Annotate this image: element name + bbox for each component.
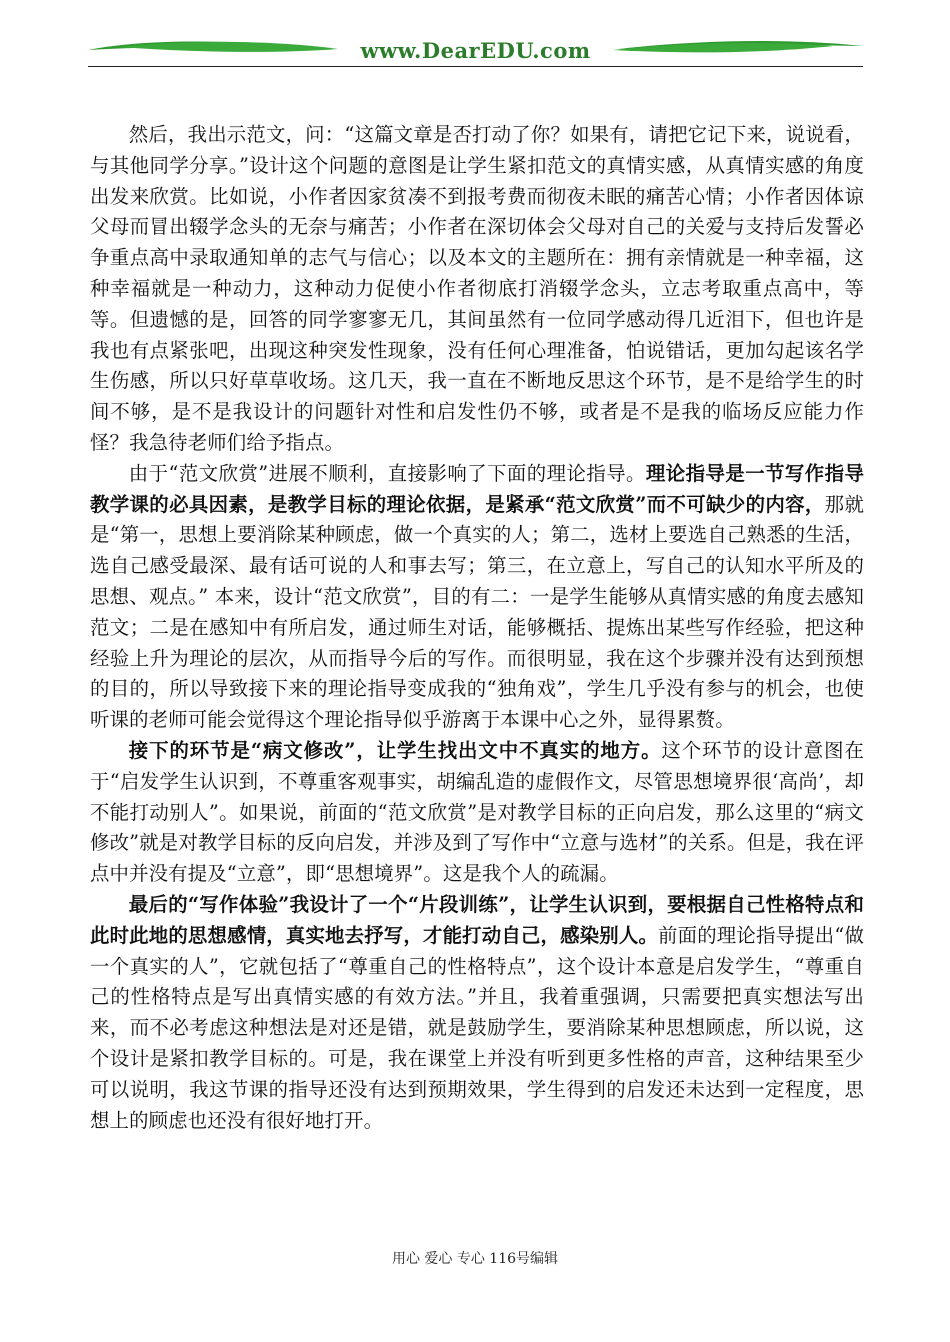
paragraph-emphasis: 最后的“写作体验”我设计了一个“片段训练”，让学生认识到，要根据自己性格特点和此时此地的思想感情，真实地去抒写，才能打动自己，感染别人。 — [90, 892, 864, 947]
paragraph — [90, 459, 864, 736]
paragraph-text: 前面的理论指导提出“做一个真实的人”，它就包括了“尊重自己的性格特点”，这个设计本意是启发学生，“尊重自己的性格特点是写出真情实感的有效方法。”并且，我着重强调，只需要把真实想法写出来，而不必考虑这种想法是对还是错，就是鼓励学生，要消除某种思想顾虑，所以说，这个设计是紧扣教学目标的。可是，我在课堂上并没有听到更多性格的声音，这种结果至少可以说明，我这节课的指导还没有达到预期效果，学生得到的启发还未达到一定程度，思想上的顾虑也还没有很好地打开。 — [90, 923, 864, 1132]
paragraph-emphasis: 接下的环节是“病文修改”，让学生找出文中不真实的地方。 — [128, 738, 662, 762]
page-footer: 用心 爱心 专心 116号编辑 — [391, 1251, 559, 1267]
header-divider — [88, 66, 863, 67]
paragraph-emphasis: 理论指导是一节写作指导教学课的必具因素，是教学目标的理论依据，是紧承“范文欣赏”而不可缺少的内容， — [90, 461, 865, 516]
paragraph-text: 那就是“第一，思想上要消除某种顾虑，做一个真实的人；第二，选材上要选自己熟悉的生活，选自己感受最深、最有话可说的人和事去写；第三，在立意上，写自己的认知水平所及的思想、观点。” 本来，设计“范文欣赏”，目的有二：一是学生能够从真情实感的角度去感知范文；二是在感知中有所启发，通过师生对话，能够概括、提炼出某些写作经验，把这种经验上升为理论的层次，从而指导今后的写作。而很明显，我在这个步骤并没有达到预想的目的，所以导致接下来的理论指导变成我的“独角戏”，学生几乎没有参与的机会，也使听课的老师可能会觉得这个理论指导似乎游离于本课中心之外，显得累赘。 — [90, 492, 864, 732]
paragraph-text: 由于“范文欣赏”进展不顺利，直接影响了下面的理论指导。 — [128, 461, 646, 485]
paragraph — [90, 120, 864, 459]
article-body — [90, 120, 864, 1136]
paragraph-text: 这个环节的设计意图在于“启发学生认识到，不尊重客观事实，胡编乱造的虚假作文，尽管思想境界很‘高尚’，却不能打动别人”。如果说，前面的“范文欣赏”是对教学目标的正向启发，那么这里的“病文修改”就是对教学目标的反向启发，并涉及到了写作中“立意与选材”的关系。但是，我在评点中并没有提及“立意”，即“思想境界”。这是我个人的疏漏。 — [90, 738, 864, 886]
site-logo: www.DearEDU.com — [360, 38, 591, 63]
paragraph — [90, 736, 864, 890]
page-header — [88, 30, 863, 70]
paragraph-text: 然后，我出示范文，问：“这篇文章是否打动了你？如果有，请把它记下来，说说看，与其他同学分享。”设计这个问题的意图是让学生紧扣范文的真情实感，从真情实感的角度出发来欣赏。比如说，小作者因家贫凑不到报考费而彻夜未眠的痛苦心情；小作者因体谅父母而冒出辍学念头的无奈与痛苦；小作者在深切体会父母对自己的关爱与支持后发誓必争重点高中录取通知单的志气与信心；以及本文的主题所在：拥有亲情就是一种幸福，这种幸福就是一种动力，这种动力促使小作者彻底打消辍学念头，立志考取重点高中，等等。但遗憾的是，回答的同学寥寥无几，其间虽然有一位同学感动得几近泪下，但也许是我也有点紧张吧，出现这种突发性现象，没有任何心理准备，怕说错话，更加勾起该名学生伤感，所以只好草草收场。这几天，我一直在不断地反思这个环节，是不是给学生的时间不够，是不是我设计的问题针对性和启发性仍不够，或者是不是我的临场反应能力作怪？我急待老师们给予指点。 — [90, 123, 864, 454]
paragraph — [90, 890, 864, 1136]
